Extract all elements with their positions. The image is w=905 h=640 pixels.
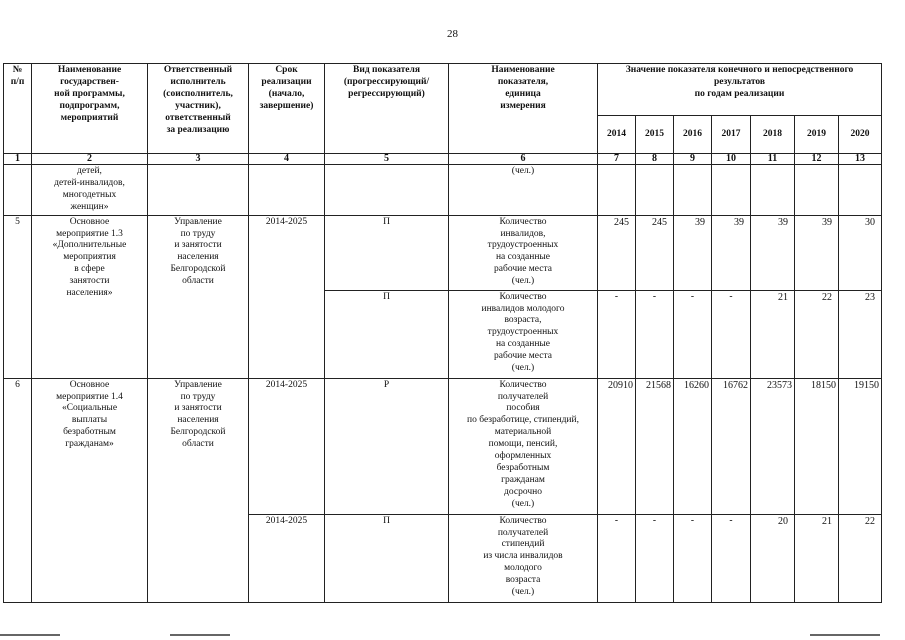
row-cont-name: детей, детей-инвалидов, многодетных женщин» (32, 165, 148, 216)
row-cont-indicator: (чел.) (449, 165, 598, 216)
page-number: 28 (447, 28, 458, 40)
scan-artifact (810, 634, 880, 636)
row-6-responsible: Управление по труду и занятости населения Белгородской области (148, 378, 249, 602)
value-cell: 21568 (636, 378, 674, 514)
value-cell: 21 (751, 290, 795, 378)
header-year: 2020 (839, 116, 882, 154)
table-row (4, 165, 882, 216)
value-cell: 39 (751, 215, 795, 290)
header-num: № п/п (4, 64, 32, 154)
value-cell: 23573 (751, 378, 795, 514)
value-cell: 19150 (839, 378, 882, 514)
header-year: 2019 (795, 116, 839, 154)
header-kind: Вид показателя (прогрессирующий/ регрессирующий) (325, 64, 449, 154)
row-5a-kind: П (325, 215, 449, 290)
row-5-name: Основное мероприятие 1.3 «Дополнительные мероприятия в сфере занятости населения» (32, 215, 148, 378)
col-number: 8 (636, 154, 674, 165)
value-cell: 23 (839, 290, 882, 378)
value-cell: 39 (674, 215, 712, 290)
value-cell: - (636, 514, 674, 602)
indicators-table (3, 63, 882, 603)
col-number: 1 (4, 154, 32, 165)
header-period: Срок реализации (начало, завершение) (249, 64, 325, 154)
row-5a-indicator: Количество инвалидов, трудоустроенных на созданные рабочие места (чел.) (449, 215, 598, 290)
col-number: 10 (712, 154, 751, 165)
value-cell: - (712, 290, 751, 378)
header-year: 2015 (636, 116, 674, 154)
value-cell: 39 (712, 215, 751, 290)
value-cell: - (674, 514, 712, 602)
header-indicator: Наименование показателя, единица измерения (449, 64, 598, 154)
value-cell: 245 (598, 215, 636, 290)
col-number: 9 (674, 154, 712, 165)
value-cell: - (598, 290, 636, 378)
value-cell: 245 (636, 215, 674, 290)
row-5-period: 2014-2025 (249, 215, 325, 378)
value-cell: 22 (839, 514, 882, 602)
col-number: 4 (249, 154, 325, 165)
row-5-responsible: Управление по труду и занятости населения Белгородской области (148, 215, 249, 378)
row-5-num: 5 (4, 215, 32, 378)
col-number: 2 (32, 154, 148, 165)
row-6b-period: 2014-2025 (249, 514, 325, 602)
value-cell: - (712, 514, 751, 602)
col-number: 7 (598, 154, 636, 165)
col-number: 12 (795, 154, 839, 165)
row-6a-period: 2014-2025 (249, 378, 325, 514)
header-year: 2017 (712, 116, 751, 154)
col-number: 6 (449, 154, 598, 165)
col-number: 13 (839, 154, 882, 165)
row-6-num: 6 (4, 378, 32, 602)
row-6a-indicator: Количество получателей пособия по безработице, стипендий, материальной помощи, пенсий, оформленных безработным гражданам досрочно (чел.) (449, 378, 598, 514)
col-number: 3 (148, 154, 249, 165)
header-responsible: Ответственный исполнитель (соисполнитель, участник), ответственный за реализацию (148, 64, 249, 154)
value-cell: 16762 (712, 378, 751, 514)
row-6b-kind: П (325, 514, 449, 602)
table-row (4, 215, 882, 290)
scan-artifact (170, 634, 230, 636)
value-cell: - (598, 514, 636, 602)
col-number: 11 (751, 154, 795, 165)
header-year: 2016 (674, 116, 712, 154)
header-values-title: Значение показателя конечного и непосредственного результатов по годам реализации (598, 64, 882, 116)
value-cell: - (674, 290, 712, 378)
value-cell: 20 (751, 514, 795, 602)
scan-artifact (0, 634, 60, 636)
value-cell: 30 (839, 215, 882, 290)
table-row (4, 378, 882, 514)
value-cell: 22 (795, 290, 839, 378)
value-cell: 21 (795, 514, 839, 602)
value-cell: - (636, 290, 674, 378)
row-6-name: Основное мероприятие 1.4 «Социальные выплаты безработным гражданам» (32, 378, 148, 602)
header-name: Наименование государствен- ной программы, подпрограмм, мероприятий (32, 64, 148, 154)
row-5b-kind: П (325, 290, 449, 378)
header-year: 2018 (751, 116, 795, 154)
value-cell: 18150 (795, 378, 839, 514)
value-cell: 16260 (674, 378, 712, 514)
row-6b-indicator: Количество получателей стипендий из числа инвалидов молодого возраста (чел.) (449, 514, 598, 602)
row-6a-kind: Р (325, 378, 449, 514)
value-cell: 20910 (598, 378, 636, 514)
row-5b-indicator: Количество инвалидов молодого возраста, трудоустроенных на созданные рабочие места (чел.) (449, 290, 598, 378)
value-cell: 39 (795, 215, 839, 290)
col-number: 5 (325, 154, 449, 165)
header-year: 2014 (598, 116, 636, 154)
